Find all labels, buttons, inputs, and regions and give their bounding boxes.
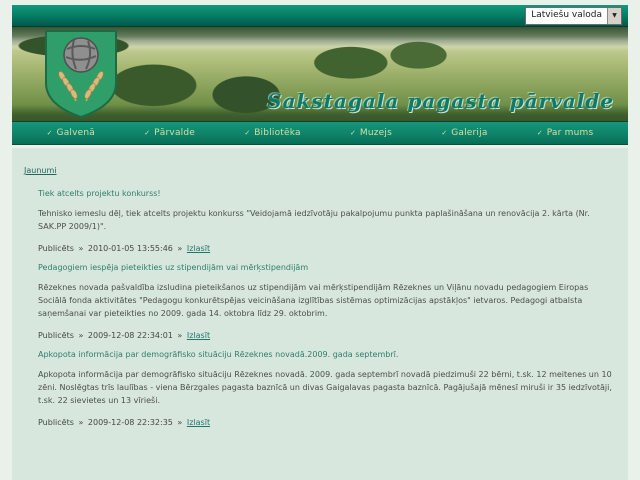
nav-item-par-mums[interactable]	[537, 128, 594, 138]
nav-item-label: Galvenā	[56, 128, 95, 138]
nav-bullet-icon: ✓	[441, 128, 448, 137]
read-more-link[interactable]: Izlasīt	[186, 331, 211, 340]
news-item	[38, 350, 616, 427]
news-body: Apkopota informācija par demogrāfisko situāciju Rēzeknes novadā. 2009. gada septembrī novadā piedzimuši 22 bērni, t.sk. 12 meitenes un 10 zēni. Noslēgtas trīs laulības - viena Bērzgales pagasta baznīcā un divas Gaigalavas pagasta baznīcā. Pagājušajā mēnesī miruši ir 35 iedzīvotāji, t.sk. 22 sievietes un 13 vīrieši.	[38, 370, 612, 405]
header-banner	[12, 27, 628, 121]
news-timestamp: 2009-12-08 22:32:35	[87, 418, 173, 427]
nav-item-label: Galerija	[451, 128, 488, 138]
main-nav	[12, 121, 628, 145]
news-title[interactable]: Tiek atcelts projektu konkurss!	[38, 189, 161, 198]
meta-separator: »	[78, 331, 84, 340]
nav-bullet-icon: ✓	[144, 128, 151, 137]
meta-separator: »	[177, 418, 183, 427]
nav-item-biblioteka[interactable]	[244, 128, 300, 138]
nav-item-label: Bibliotēka	[254, 128, 301, 138]
news-body: Rēzeknes novada pašvaldība izsludina pieteikšanos uz stipendijām vai mērķstipendijām Rēzeknes un Viļānu novadu pedagogiem Eiropas Sociālā fonda aktivitātes "Pedagogu konkurētspējas veicināšana izglītības sistēmas optimizācijas apstākļos" ietvaros. Pedagogi atbalsta saņemšanai var pieteikties no 2009. gada 14. oktobra līdz 29. oktobrim.	[38, 283, 589, 318]
nav-bullet-icon: ✓	[244, 128, 251, 137]
news-meta	[38, 418, 616, 427]
coat-of-arms	[42, 29, 120, 119]
dropdown-arrow-icon[interactable]: ▼	[607, 8, 621, 24]
language-select[interactable]	[525, 7, 622, 25]
news-meta	[38, 244, 616, 253]
published-label: Publicēts	[38, 418, 74, 427]
nav-item-label: Par mums	[546, 128, 594, 138]
nav-item-label: Pārvalde	[154, 128, 196, 138]
news-title[interactable]: Apkopota informācija par demogrāfisko situāciju Rēzeknes novadā.2009. gada septembrī.	[38, 350, 399, 359]
nav-bullet-icon: ✓	[536, 128, 543, 137]
top-bar	[12, 5, 628, 27]
news-item	[38, 263, 616, 340]
news-meta	[38, 331, 616, 340]
nav-bullet-icon: ✓	[350, 128, 356, 137]
site-title: Sakstagala pagasta pārvalde	[267, 89, 614, 113]
page-wrapper	[12, 0, 628, 480]
nav-item-galerija[interactable]	[441, 128, 487, 138]
news-item	[38, 189, 616, 253]
published-label: Publicēts	[38, 331, 74, 340]
news-body: Tehnisko iemeslu dēļ, tiek atcelts projektu konkurss "Veidojamā iedzīvotāju pakalpojumu punkta paplašināšana un renovācija 2. kārta (Nr. SAK.PP 2009/1)".	[38, 209, 590, 231]
nav-bullet-icon: ✓	[46, 128, 53, 137]
nav-item-muzejs[interactable]	[350, 128, 392, 138]
meta-separator: »	[177, 331, 183, 340]
news-title[interactable]: Pedagogiem iespēja pieteikties uz stipendijām vai mērķstipendijām	[38, 263, 309, 272]
read-more-link[interactable]: Izlasīt	[186, 244, 211, 253]
news-timestamp: 2009-12-08 22:34:01	[87, 331, 173, 340]
meta-separator: »	[177, 244, 183, 253]
published-label: Publicēts	[38, 244, 74, 253]
nav-item-galvena[interactable]	[47, 128, 95, 138]
meta-separator: »	[78, 244, 84, 253]
language-select-value: Latviešu valoda	[531, 9, 602, 20]
meta-separator: »	[78, 418, 84, 427]
news-list	[38, 189, 616, 427]
nav-item-label: Muzejs	[359, 128, 393, 138]
nav-item-parvalde[interactable]	[144, 128, 195, 138]
news-timestamp: 2010-01-05 13:55:46	[87, 244, 173, 253]
read-more-link[interactable]: Izlasīt	[186, 418, 211, 427]
content-area	[12, 148, 628, 480]
jaunumi-link[interactable]: Jaunumi	[24, 166, 57, 175]
